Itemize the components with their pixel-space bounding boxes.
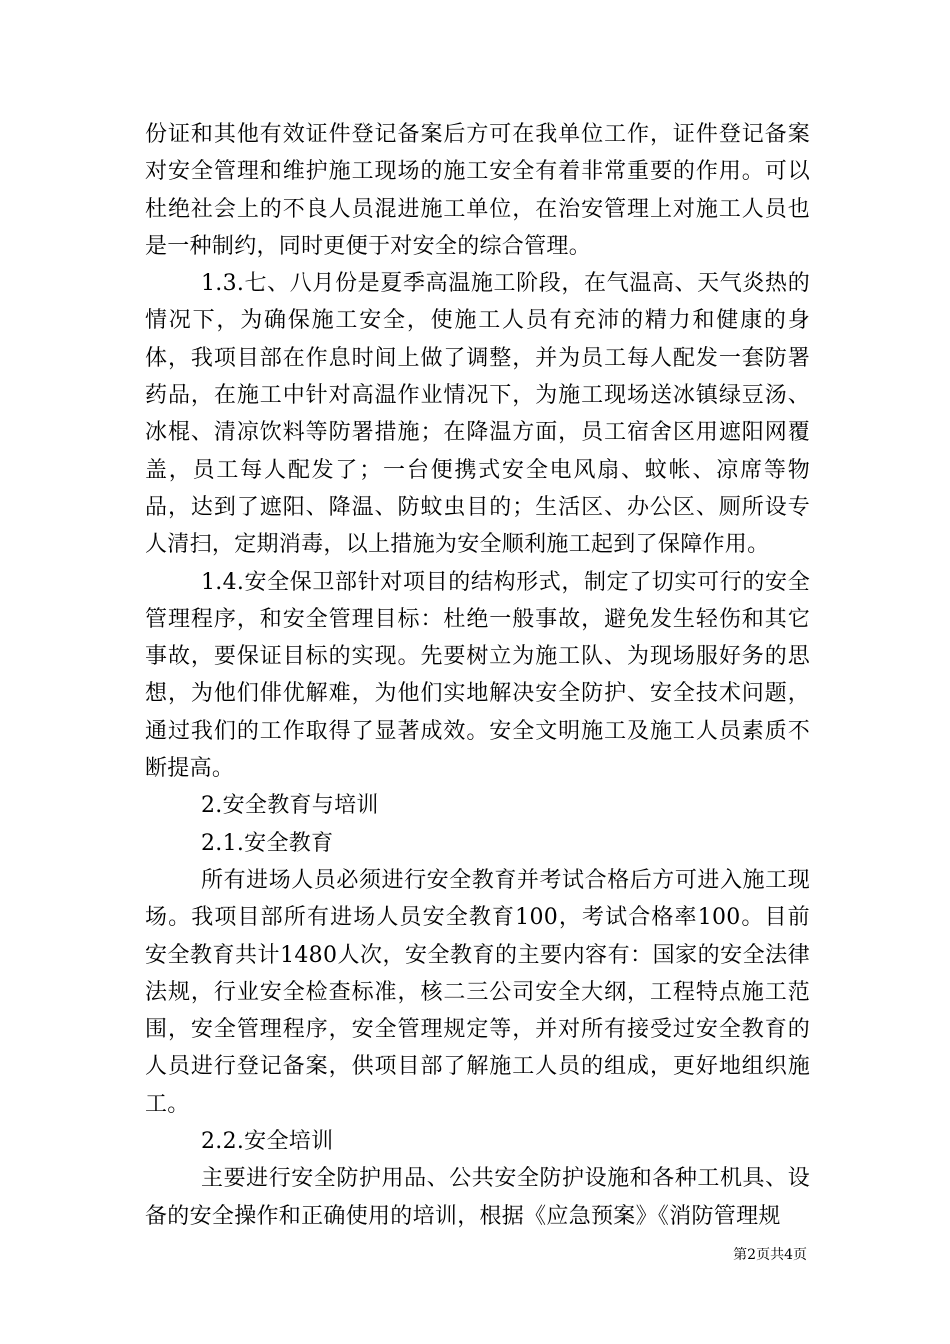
paragraph-safety-education: 所有进场人员必须进行安全教育并考试合格后方可进入施工现场。我项目部所有进场人员安全教育100，考试合格率100。目前安全教育共计1480人次，安全教育的主要内容有：国家的安全法律法规，行业安全检查标准，核二三公司安全大纲，工程特点施工范围，安全管理程序，安全管理规定等，并对所有接受过安全教育的人员进行登记备案，供项目部了解施工人员的组成，更好地组织施工。: [145, 867, 810, 1117]
page-number-footer: 第2页共4页: [733, 1247, 807, 1263]
paragraph-security-dept: 1.4.安全保卫部针对项目的结构形式，制定了切实可行的安全管理程序，和安全管理目标：杜绝一般事故，避免发生轻伤和其它事故，要保证目标的实现。先要树立为施工队、为现场服好务的思想，为他们俳优解难，为他们实地解决安全防护、安全技术问题，通过我们的工作取得了显著成效。安全文明施工及施工人员素质不断提高。: [145, 569, 810, 782]
paragraph-safety-training: 主要进行安全防护用品、公共安全防护设施和各种工机具、设备的安全操作和正确使用的培训，根据《应急预案》《消防管理规: [145, 1166, 810, 1229]
section-heading-education-training: 2.安全教育与培训: [201, 793, 379, 819]
paragraph-summer-heat: 1.3.七、八月份是夏季高温施工阶段，在气温高、天气炎热的情况下，为确保施工安全，使施工人员有充沛的精力和健康的身体，我项目部在作息时间上做了调整，并为员工每人配发一套防署药品，在施工中针对高温作业情况下，为施工现场送冰镇绿豆汤、冰棍、清凉饮料等防署措施；在降温方面，员工宿舍区用遮阳网覆盖，员工每人配发了；一台便携式安全电风扇、蚊帐、凉席等物品，达到了遮阳、降温、防蚊虫目的；生活区、办公区、厕所设专人清扫，定期消毒，以上措施为安全顺利施工起到了保障作用。: [145, 271, 810, 558]
subsection-heading-safety-training: 2.2.安全培训: [201, 1129, 334, 1155]
document-body: [145, 116, 810, 1235]
paragraph-id-registration: 份证和其他有效证件登记备案后方可在我单位工作，证件登记备案对安全管理和维护施工现场的施工安全有着非常重要的作用。可以杜绝社会上的不良人员混进施工单位，在治安管理上对施工人员也是一种制约，同时更便于对安全的综合管理。: [145, 122, 810, 259]
subsection-heading-safety-education: 2.1.安全教育: [201, 830, 334, 856]
